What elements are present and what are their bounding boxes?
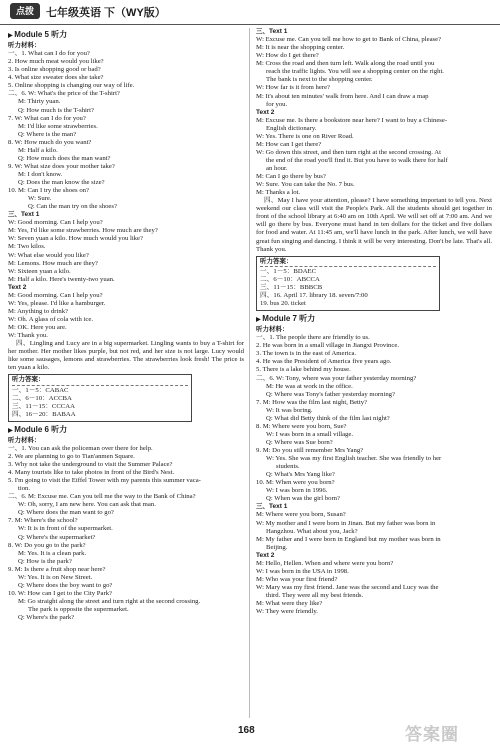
book-logo: 点拨 [10,3,40,19]
transcript-line: W: Sixteen yuan a kilo. [8,267,71,275]
transcript-line: W: Yes, please. I'd like a hamburger. [8,299,106,307]
transcript-line: M: My father and I were born in England but my mother was born in [256,535,441,543]
transcript-line: W: They were friendly. [256,608,318,616]
transcript-line: W: Sure. You can take the No. 7 bus. [256,181,355,189]
transcript-line: Q: Where is the man? [18,130,77,138]
transcript-line: Q: What did Betty think of the film last night? [266,414,390,422]
answer-line: 一、1－5：CABAC [12,386,69,394]
transcript-line: M: Anything to drink? [8,308,69,316]
transcript-paragraph: 四、May I have your attention, please? I have something important to tell you. Next weekend our class will visit the People's Park. All the students should get together in front of the school library at 6:40 am on 10th April. We will set off at 7:00 am. And we will go there by bus. Everyone must hand in ten dollars for the ticket and five dollars for food and water. At 11:45 am, we'll have lunch in the park. After lunch, we will have great fun singing and dancing. I think it will be very interesting. Don't be late. That's all. Thank you. [256,197,492,253]
transcript-line: W: I was born in a small village. [266,430,354,438]
transcript-line: W: Go down this street, and then turn right at the second crossing. At [256,149,441,157]
answer-line: 三、11－15：BBBCB [260,283,323,291]
transcript-line: W: Thank you. [8,332,48,340]
transcript-line: 4. What size sweater does she take? [8,74,104,82]
transcript-line: third. They were all my best friends. [266,592,364,600]
transcript-line: 8. W: Do you go to the park? [8,541,86,549]
section-label: 三、Text 1 [256,503,288,511]
answer-line: 二、6－10：ABCCA [260,275,320,283]
transcript-line: W: I was born in 1996. [266,487,328,495]
transcript-line: M: Yes, I'd like some strawberries. How much are they? [8,227,158,235]
transcript-line: the end of the road you'll find it. But you have to walk there for half [266,157,448,165]
transcript-line: W: Good morning. Can I help you? [8,219,103,227]
section-label: Text 2 [256,551,275,559]
column-divider [249,28,250,718]
transcript-line: 10. M: Can I try the shoes on? [8,187,89,194]
transcript-line: Q: Where's the park? [18,613,75,621]
transcript-line: The park is opposite the supermarket. [28,605,129,613]
transcript-line: an hour. [266,165,288,173]
transcript-line: Q: How is the park? [18,557,72,565]
transcript-line: M: Go straight along the street and turn right at the second crossing. [18,597,201,605]
answer-line: 一、1－5：BDAEC [260,267,317,275]
transcript-line: W: My mother and I were born in Jinan. But my father was born in [256,519,436,527]
section-label: Text 2 [8,283,27,291]
transcript-line: The bank is next to the shopping center. [266,76,373,84]
transcript-line: Q: Where does the boy want to go? [18,581,113,589]
transcript-line: M: Thanks a lot. [256,189,301,197]
answer-line: 四、16. April 17. library 18. seven/7:00 [260,291,368,299]
transcript-line: Q: Does the man know the size? [18,178,105,186]
transcript-line: 一、1. What can I do for you? [8,50,90,58]
transcript-line: 7. W: What can I do for you? [8,114,86,122]
transcript-line: 二、6. W: Tony, where was your father yesterday morning? [256,374,417,382]
transcript-line: W: Oh, sorry, I am new here. You can ask that man. [18,501,156,509]
watermark-logo: 答案圈 [405,725,459,744]
transcript-line: W: How do I get there? [256,52,319,60]
section-label: 三、Text 1 [256,28,288,35]
answer-box-title: 听力答案： [260,258,436,267]
transcript-line: 9. M: Is there a fruit shop near here? [8,565,106,573]
transcript-line: W: How far is it from here? [256,84,331,92]
transcript-line: M: Lemons. How much are they? [8,259,98,267]
page-header [0,0,500,25]
answer-box [256,256,440,311]
book-title: 七年级英语 下（WY版） [46,7,166,19]
transcript-line: 一、1. You can ask the policeman over there for help. [8,444,153,452]
section-label: 听力材料： [8,42,41,49]
transcript-line: W: It is in front of the supermarket. [18,525,113,533]
transcript-line: W: Yes. There is one on River Road. [256,132,354,140]
transcript-line: Q: Where was Tony's father yesterday morning? [266,390,395,398]
transcript-line: M: I don't know. [18,170,63,178]
transcript-line: M: Yes. It is a clean park. [18,549,87,557]
transcript-line: Q: How much does the man want? [18,154,111,162]
module-heading: ▶ Module 6 听力 [8,424,244,437]
transcript-line: Hangzhou. What about you, Jack? [266,527,358,535]
transcript-line: 4. Many tourists like to take photos in front of the Bird's Nest. [8,469,175,477]
transcript-line: 8. M: Where were you born, Sue? [256,422,347,430]
transcript-line: W: What else would you like? [8,251,89,259]
answer-line: 19. bus 20. ticket [260,300,306,308]
transcript-line: 3. Is online shopping good or bad? [8,66,101,74]
transcript-line: 4. He was the President of America five years ago. [256,358,392,366]
transcript-line: M: Two kilos. [8,243,46,251]
transcript-line: Q: When was the girl born? [266,495,340,503]
transcript-line: 二、6. M: Excuse me. Can you tell me the way to the Bank of China? [8,493,196,501]
transcript-line: M: It's about ten minutes' walk from here. And I can draw a map [256,92,429,100]
transcript-line: W: Yes. She was my first English teacher. She was friendly to her [266,454,442,462]
transcript-line: M: He was at work in the office. [266,382,353,390]
transcript-line: W: I was born in the USA in 1998. [256,567,349,575]
transcript-line: W: Excuse me. Can you tell me how to get to Bank of China, please? [256,36,442,44]
transcript-line: 2. He was born in a small village in Jiangxi Province. [256,342,400,350]
section-label: 听力材料： [256,326,289,334]
transcript-line: M: How can I get there? [256,140,322,148]
transcript-line: 9. M: Do you still remember Mrs Yang? [256,446,364,454]
transcript-line: 3. The town is in the east of America. [256,350,357,358]
transcript-line: 7. M: How was the film last night, Betty? [256,398,368,406]
transcript-line: M: Half a kilo. [18,146,58,154]
transcript-line: M: Thirty yuan. [18,98,61,106]
answer-box [8,374,192,421]
answer-line: 三、11－15：CCCAA [12,402,75,410]
transcript-line: W: Mary was my first friend. Jane was the second and Lucy was the [256,584,439,592]
transcript-line: Beijing. [266,543,288,551]
transcript-line: M: Can I go there by bus? [256,173,326,181]
transcript-line: for you. [266,100,288,108]
transcript-line: M: It is near the shopping center. [256,44,345,52]
module-heading: ▶ Module 5 听力 [8,29,244,42]
module-heading: ▶ Module 7 听力 [256,313,492,326]
left-column [8,28,244,723]
transcript-line: M: Where were you born, Susan? [256,511,346,519]
transcript-line: Q: Can the man try on the shoes? [28,203,117,211]
transcript-line: students. [276,463,300,471]
transcript-line: reach the traffic lights. You will see a shopping center on the right. [266,68,444,76]
transcript-line: 5. I'm going to visit the Eiffel Tower with my parents this summer vaca- [8,477,201,485]
transcript-line: 9. W: What size does your mother take? [8,162,115,170]
transcript-line: English dictionary. [266,124,317,132]
transcript-line: Q: Where does the man want to go? [18,509,114,517]
answer-line: 二、6－10：ACCBA [12,394,72,402]
transcript-line: M: Good morning. Can I help you? [8,291,103,299]
transcript-line: M: Who was your first friend? [256,575,338,583]
page-number: 168 [238,725,255,736]
transcript-line: W: It was boring. [266,406,313,414]
transcript-line: W: Sure. [28,195,52,203]
right-column [256,28,492,723]
transcript-line: M: Half a kilo. Here's twenty-two yuan. [8,275,115,283]
transcript-line: W: Oh. A glass of cola with ice. [8,316,93,324]
transcript-line: 7. M: Where's the school? [8,517,78,525]
transcript-line: Q: Where was Sue born? [266,438,333,446]
transcript-line: 10. W: How can I get to the City Park? [8,589,113,597]
transcript-line: 2. We are planning to go to Tian'anmen Square. [8,453,135,461]
transcript-line: M: What were they like? [256,600,323,608]
transcript-line: M: Cross the road and then turn left. Walk along the road until you [256,60,435,68]
transcript-line: 二、6. W: What's the price of the T-shirt? [8,90,120,98]
transcript-line: Q: How much is the T-shirt? [18,106,94,114]
transcript-line: Q: What's Mrs Yang like? [266,471,335,479]
transcript-line: 10. M: When were you born? [256,479,335,487]
transcript-line: M: Excuse me. Is there a bookstore near here? I want to buy a Chinese- [256,116,448,124]
answer-line: 四、16－20：BABAA [12,410,76,418]
transcript-line: 5. Online shopping is changing our way of life. [8,82,135,90]
transcript-line: M: OK. Here you are. [8,324,67,332]
transcript-line: M: Hello, Hellen. When and where were you born? [256,559,394,567]
transcript-line: 一、1. The people there are friendly to us. [256,334,370,342]
transcript-line: 3. Why not take the underground to visit the Summer Palace? [8,461,173,469]
section-label: Text 2 [256,108,275,116]
transcript-line: W: Yes. It is on New Street. [18,573,93,581]
transcript-line: 2. How much meat would you like? [8,58,104,66]
section-label: 听力材料： [8,436,41,444]
section-label: 三、Text 1 [8,211,40,219]
transcript-line: 5. There is a lake behind my house. [256,366,351,374]
answer-box-title: 听力答案： [12,376,188,385]
transcript-line: Q: Where's the supermarket? [18,533,96,541]
transcript-line: W: Seven yuan a kilo. How much would you like? [8,235,143,243]
transcript-line: 8. W: How much do you want? [8,138,92,146]
transcript-line: M: I'd like some strawberries. [18,122,98,130]
transcript-paragraph: 四、Lingling and Lucy are in a big supermarket. Lingling wants to buy a T-shirt for her mother. Her mother likes purple, but not red, and her size is not large. Lucy would like some sausages, lemons and strawberries. The strawberries look fresh! The price is ten yuan a kilo. [8,340,244,372]
transcript-line: tion. [18,485,31,493]
